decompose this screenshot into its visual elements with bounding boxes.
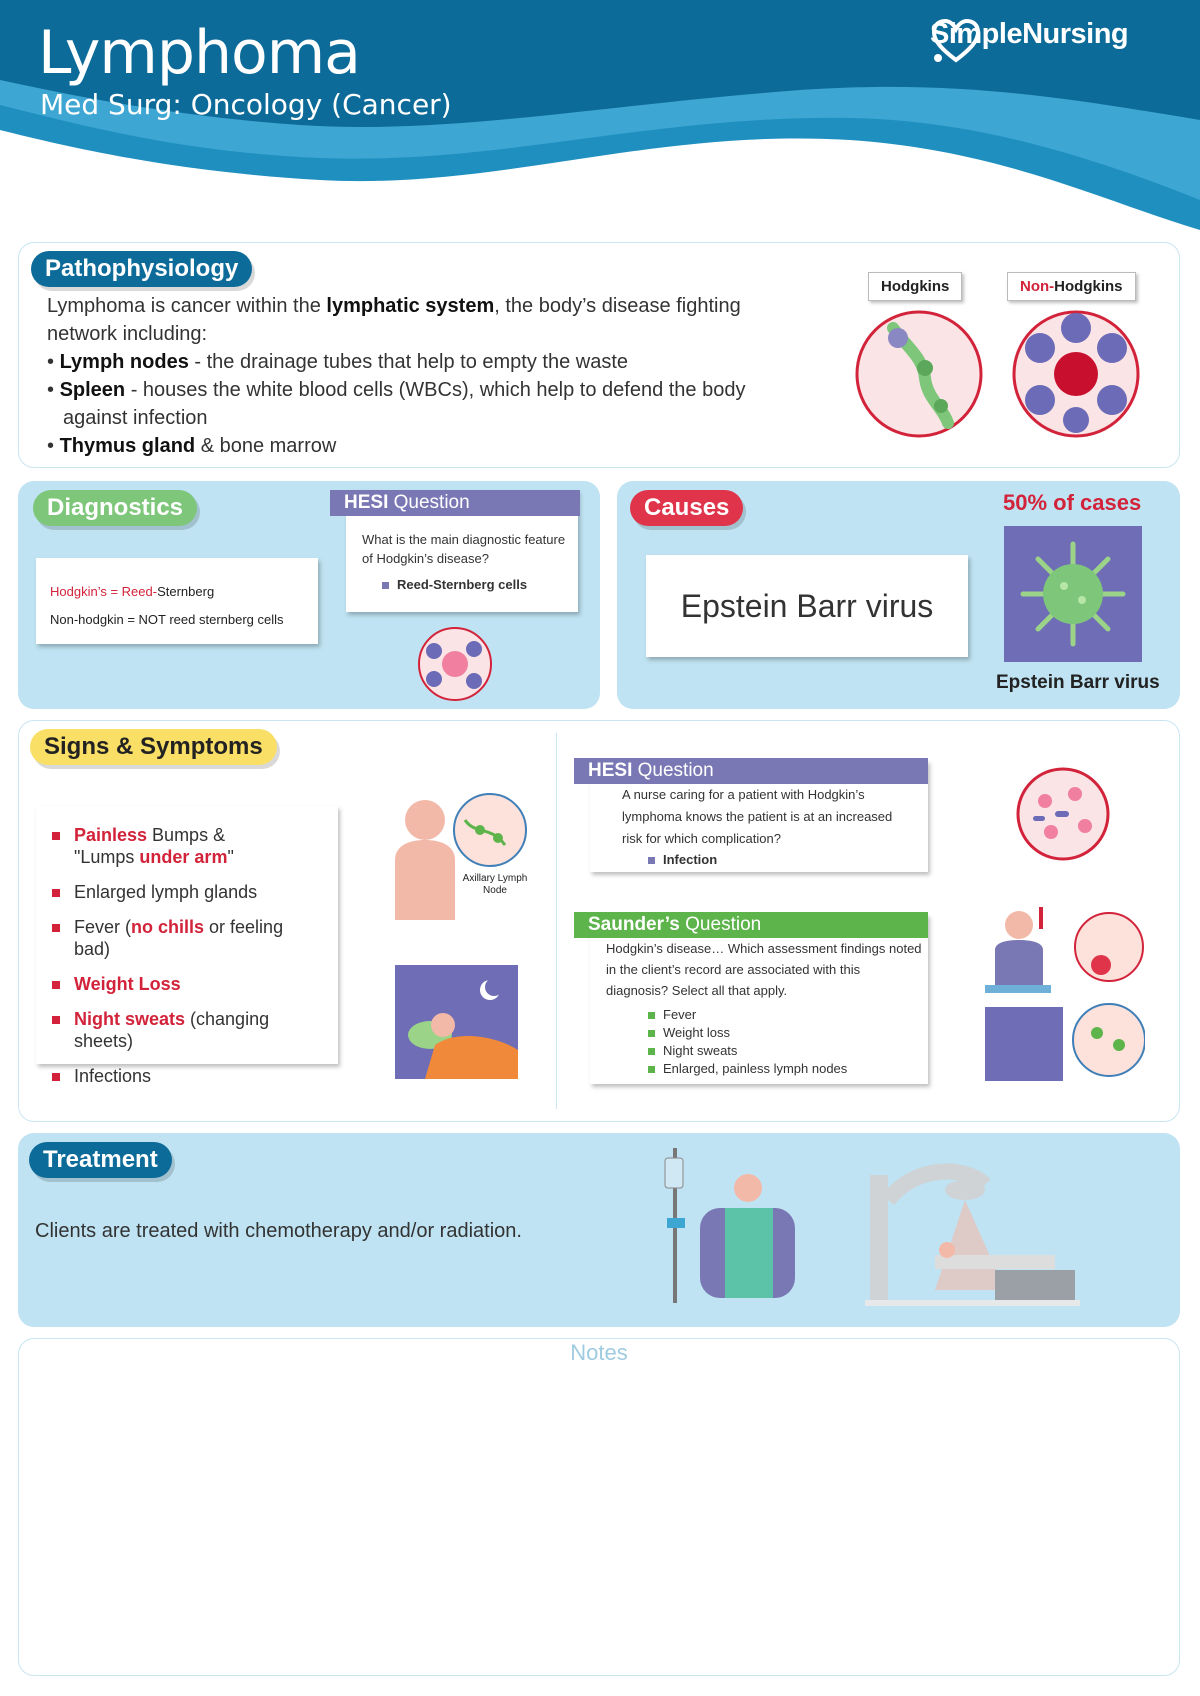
intro-text: Lymphoma is cancer within the lymphatic system, the body’s disease fighting network including: bbox=[47, 295, 741, 345]
saunders-question: Hodgkin’s disease… Which assessment findings noted in the client’s record are associated with this diagnosis? Select all that apply. bbox=[606, 941, 922, 998]
reed-sternberg-cell-icon bbox=[416, 625, 494, 703]
list-item: Night sweats bbox=[648, 1042, 847, 1060]
treatment-heading: Treatment bbox=[29, 1142, 172, 1178]
signs-hesi-question: A nurse caring for a patient with Hodgkin’s lymphoma knows the patient is at an increased risk for which complication? bbox=[622, 787, 893, 846]
causes-virus-card bbox=[646, 555, 968, 657]
chemotherapy-illustration bbox=[655, 1148, 805, 1308]
list-item: Weight Loss bbox=[52, 973, 322, 995]
hesi-answer: Reed-Sternberg cells bbox=[382, 575, 527, 594]
header-banner bbox=[0, 0, 1200, 230]
signs-hesi-answer: Infection bbox=[648, 850, 717, 869]
list-item: Enlarged, painless lymph nodes bbox=[648, 1060, 847, 1078]
hesi-question-header: HESI Question bbox=[330, 490, 580, 516]
list-item: Enlarged lymph glands bbox=[52, 881, 322, 903]
notes-panel bbox=[18, 1338, 1180, 1676]
symptoms-list bbox=[52, 824, 322, 1087]
pathophysiology-text bbox=[47, 292, 807, 460]
axillary-lymph-node-illustration bbox=[380, 790, 530, 920]
pathophysiology-heading: Pathophysiology bbox=[31, 251, 252, 287]
list-item: Infections bbox=[52, 1065, 322, 1087]
page-title: Lymphoma bbox=[38, 18, 360, 88]
non-hodgkins-cell-illustration bbox=[1010, 308, 1142, 440]
diagnostics-heading: Diagnostics bbox=[33, 490, 197, 526]
page-subtitle: Med Surg: Oncology (Cancer) bbox=[40, 88, 452, 121]
symptoms-list-card bbox=[36, 806, 338, 1086]
treatment-text: Clients are treated with chemotherapy and/or radiation. bbox=[35, 1220, 522, 1242]
reed-sternberg-line: Hodgkin’s = Reed-Sternberg bbox=[50, 584, 215, 599]
hodgkins-label: Hodgkins bbox=[868, 272, 962, 301]
list-item: Fever (no chills or feeling bad) bbox=[52, 916, 322, 960]
list-item-continuation: against infection bbox=[63, 407, 208, 429]
night-sweats-illustration bbox=[395, 965, 518, 1079]
causes-heading: Causes bbox=[630, 490, 743, 526]
radiation-therapy-illustration bbox=[855, 1160, 1090, 1310]
stethoscope-heart-icon bbox=[930, 18, 982, 64]
virus-caption: Epstein Barr virus bbox=[996, 672, 1160, 693]
saunders-answers bbox=[648, 1006, 847, 1078]
infection-cells-illustration bbox=[1015, 766, 1111, 862]
hesi-question-text: What is the main diagnostic feature of Hodgkin’s disease? bbox=[362, 532, 566, 566]
list-item: • Lymph nodes - the drainage tubes that help to empty the waste bbox=[47, 351, 629, 373]
hodgkins-cell-illustration bbox=[853, 308, 985, 440]
list-item: Night sweats (changing sheets) bbox=[52, 1008, 322, 1052]
virus-illustration bbox=[1004, 526, 1142, 662]
list-item: Weight loss bbox=[648, 1024, 847, 1042]
list-item: • Spleen - houses the white blood cells (WBCs), which help to defend the body bbox=[47, 379, 746, 401]
virus-name: Epstein Barr virus bbox=[680, 587, 934, 624]
saunders-header: Saunder’s Question bbox=[574, 912, 928, 938]
diagnostics-note-card bbox=[36, 558, 318, 644]
list-item: Fever bbox=[648, 1006, 847, 1024]
axillary-label: Axillary Lymph Node bbox=[462, 873, 528, 896]
non-hodgkin-line: Non-hodgkin = NOT reed sternberg cells bbox=[50, 612, 284, 627]
non-hodgkins-label: Non-Hodgkins bbox=[1007, 272, 1136, 301]
signs-symptoms-heading: Signs & Symptoms bbox=[30, 729, 277, 765]
brand-logo bbox=[930, 18, 1128, 51]
list-item: Painless Bumps & "Lumps under arm" bbox=[52, 824, 322, 868]
brand-name: SimpleNursing bbox=[930, 18, 1129, 50]
divider bbox=[556, 733, 557, 1109]
list-item: • Thymus gland & bone marrow bbox=[47, 435, 337, 457]
notes-label: Notes bbox=[570, 1340, 628, 1365]
signs-hesi-header: HESI Question bbox=[574, 758, 928, 784]
causes-statistic: 50% of cases bbox=[1003, 490, 1142, 515]
fever-weight-loss-illustration bbox=[985, 905, 1145, 1085]
